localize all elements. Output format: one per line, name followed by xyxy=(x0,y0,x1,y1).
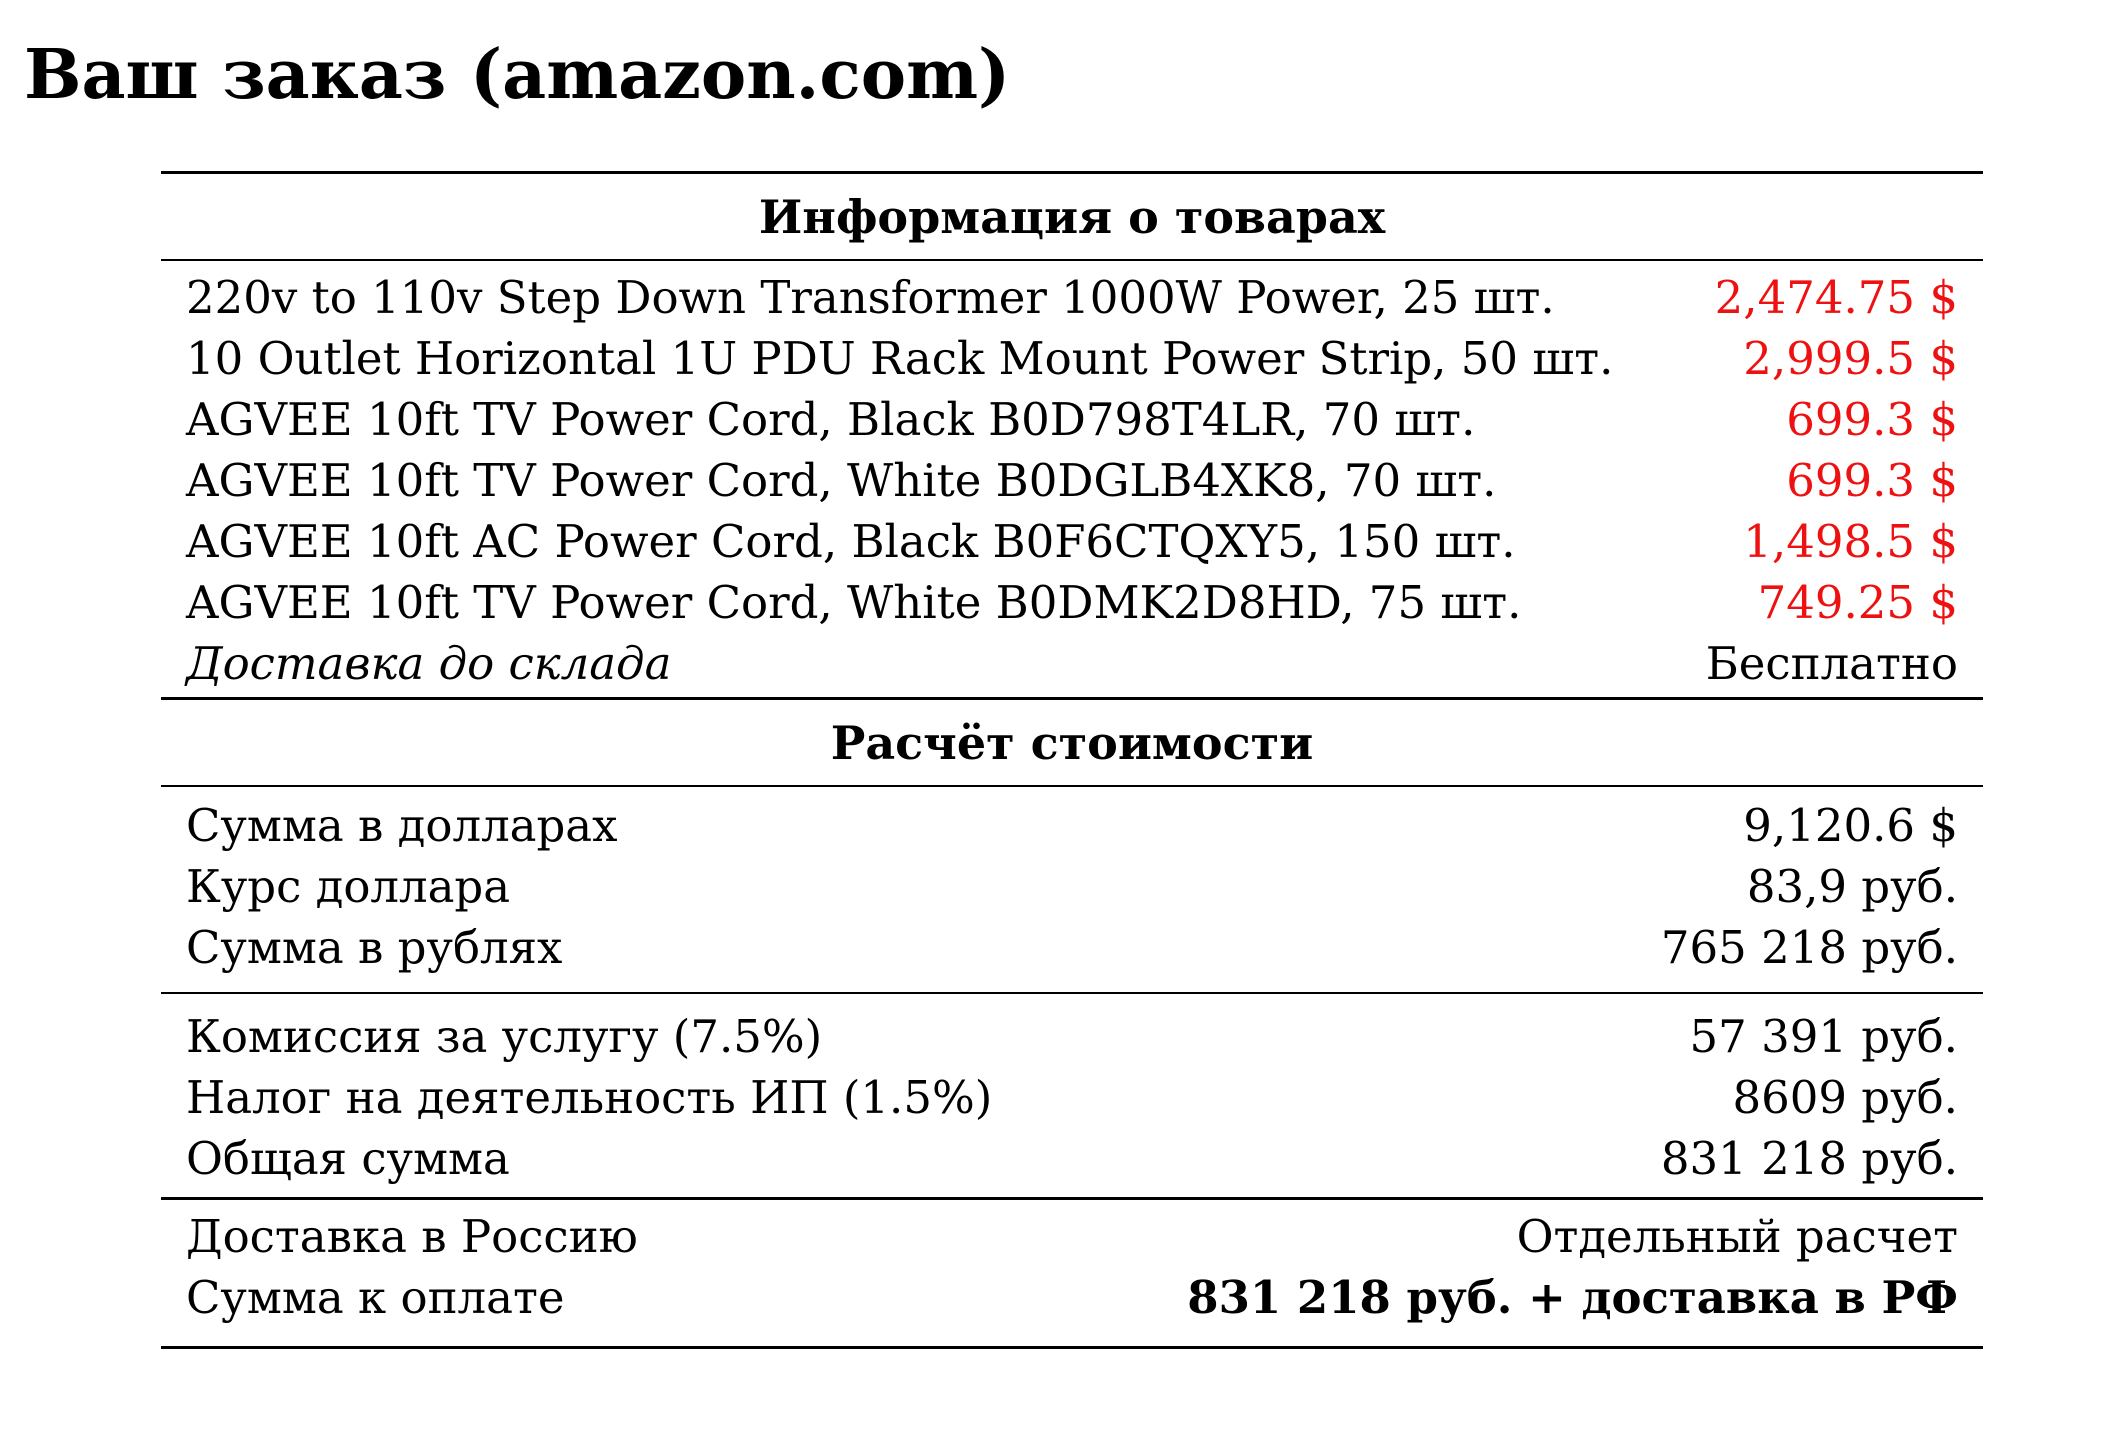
total-label: Общая сумма xyxy=(186,1132,510,1185)
russia-shipping-label: Доставка в Россию xyxy=(186,1210,638,1263)
amount-due-label: Сумма к оплате xyxy=(186,1271,565,1324)
usd-sum-row xyxy=(186,795,1958,856)
cost-section-header: Расчёт стоимости xyxy=(830,715,1314,770)
exchange-rate-value: 83,9 руб. xyxy=(1746,860,1958,913)
products-list xyxy=(161,261,1983,697)
product-row xyxy=(186,572,1958,633)
amount-due-row xyxy=(186,1267,1958,1328)
conversion-list xyxy=(161,787,1983,992)
page-title: Ваш заказ (amazon.com) xyxy=(24,35,1011,115)
table-bottom-rule xyxy=(161,1346,1983,1349)
warehouse-shipping-row xyxy=(186,633,1958,694)
product-row xyxy=(186,267,1958,328)
rub-sum-value: 765 218 руб. xyxy=(1660,921,1958,974)
fees-list xyxy=(161,994,1983,1197)
product-price: 749.25 $ xyxy=(1757,576,1958,629)
amount-due-value: 831 218 руб. + доставка в РФ xyxy=(1187,1271,1958,1324)
product-price: 2,474.75 $ xyxy=(1714,271,1958,324)
product-row xyxy=(186,511,1958,572)
warehouse-shipping-label: Доставка до склада xyxy=(186,637,672,690)
tax-row xyxy=(186,1067,1958,1128)
product-name: AGVEE 10ft TV Power Cord, White B0DMK2D8HD, 75 шт. xyxy=(186,576,1522,629)
final-list xyxy=(161,1200,1983,1346)
total-value: 831 218 руб. xyxy=(1660,1132,1958,1185)
tax-value: 8609 руб. xyxy=(1732,1071,1958,1124)
product-row xyxy=(186,328,1958,389)
service-fee-row xyxy=(186,1006,1958,1067)
product-price: 699.3 $ xyxy=(1786,393,1958,446)
total-row xyxy=(186,1128,1958,1189)
usd-sum-label: Сумма в долларах xyxy=(186,799,618,852)
product-name: AGVEE 10ft TV Power Cord, White B0DGLB4XK8, 70 шт. xyxy=(186,454,1497,507)
product-name: AGVEE 10ft TV Power Cord, Black B0D798T4LR, 70 шт. xyxy=(186,393,1476,446)
russia-shipping-row xyxy=(186,1206,1958,1267)
product-row xyxy=(186,389,1958,450)
service-fee-label: Комиссия за услугу (7.5%) xyxy=(186,1010,823,1063)
product-price: 1,498.5 $ xyxy=(1743,515,1958,568)
products-section-header: Информация о товарах xyxy=(758,189,1386,244)
exchange-rate-label: Курс доллара xyxy=(186,860,511,913)
service-fee-value: 57 391 руб. xyxy=(1689,1010,1958,1063)
russia-shipping-value: Отдельный расчет xyxy=(1516,1210,1958,1263)
product-price: 2,999.5 $ xyxy=(1743,332,1958,385)
exchange-rate-row xyxy=(186,856,1958,917)
product-name: AGVEE 10ft AC Power Cord, Black B0F6CTQXY5, 150 шт. xyxy=(186,515,1516,568)
rub-sum-row xyxy=(186,917,1958,978)
usd-sum-value: 9,120.6 $ xyxy=(1743,799,1958,852)
product-price: 699.3 $ xyxy=(1786,454,1958,507)
warehouse-shipping-value: Бесплатно xyxy=(1705,637,1958,690)
rub-sum-label: Сумма в рублях xyxy=(186,921,563,974)
product-row xyxy=(186,450,1958,511)
product-name: 10 Outlet Horizontal 1U PDU Rack Mount Power Strip, 50 шт. xyxy=(186,332,1614,385)
product-name: 220v to 110v Step Down Transformer 1000W Power, 25 шт. xyxy=(186,271,1555,324)
order-table xyxy=(161,171,1983,1349)
tax-label: Налог на деятельность ИП (1.5%) xyxy=(186,1071,993,1124)
